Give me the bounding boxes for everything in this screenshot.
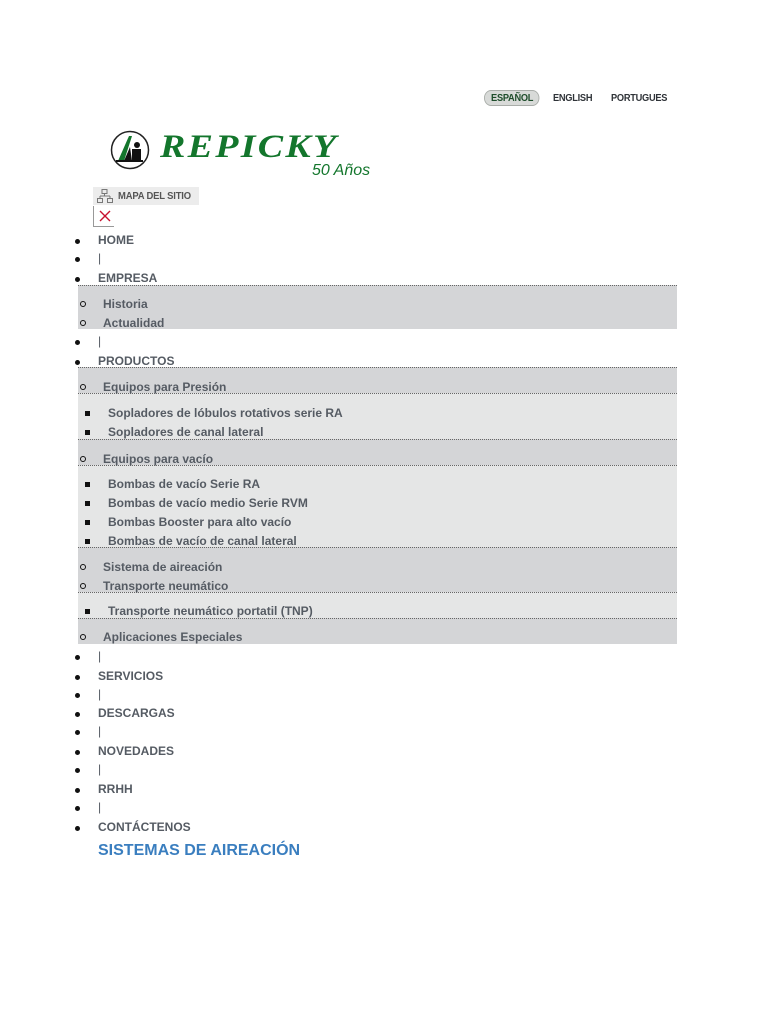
bullet	[85, 520, 90, 525]
separator-text: |	[98, 334, 102, 348]
nav-label: EMPRESA	[98, 271, 158, 285]
close-button[interactable]	[93, 206, 114, 227]
nav-separator	[0, 724, 768, 740]
product-label: Bombas Booster para alto vacío	[108, 515, 292, 529]
bullet	[75, 693, 80, 698]
bullet	[80, 320, 86, 326]
product-item-bombas-booster[interactable]	[0, 515, 768, 531]
separator-text: |	[98, 649, 102, 663]
separator-text: |	[98, 687, 102, 701]
sitemap-button[interactable]	[93, 187, 199, 205]
bullet	[75, 826, 80, 831]
bullet	[75, 655, 80, 660]
close-icon	[94, 206, 114, 226]
nav-item-servicios[interactable]	[0, 669, 768, 685]
page-title: SISTEMAS DE AIREACIÓN	[98, 842, 301, 859]
submenu-label: Transporte neumático	[103, 579, 229, 593]
product-label: Bombas de vacío medio Serie RVM	[108, 496, 308, 510]
separator-text: |	[98, 251, 102, 265]
nav-label: SERVICIOS	[98, 669, 164, 683]
nav-separator	[0, 334, 768, 350]
logo-emblem-icon	[110, 130, 150, 170]
submenu-item-aireacion[interactable]	[0, 560, 768, 576]
nav-separator	[0, 251, 768, 267]
language-selector	[484, 90, 675, 106]
nav-label: CONTÁCTENOS	[98, 820, 191, 834]
bullet	[75, 257, 80, 262]
lang-english[interactable]: ENGLISH	[552, 92, 593, 104]
nav-separator	[0, 687, 768, 703]
submenu-label: Actualidad	[103, 316, 165, 330]
bullet	[75, 360, 80, 365]
bullet	[80, 634, 86, 640]
bullet	[80, 384, 86, 390]
product-label: Transporte neumático portatil (TNP)	[108, 604, 313, 618]
nav-item-novedades[interactable]	[0, 744, 768, 760]
bullet	[85, 430, 90, 435]
bullet	[80, 301, 86, 307]
bullet	[75, 806, 80, 811]
submenu-item-vacio[interactable]	[0, 452, 768, 468]
nav-item-empresa[interactable]	[0, 271, 768, 287]
bullet	[75, 340, 80, 345]
product-item-sopladores-lobulos[interactable]	[0, 406, 768, 422]
site-logo[interactable]	[110, 129, 371, 179]
logo-anniversary: 50 Años	[312, 162, 371, 179]
bullet	[75, 768, 80, 773]
bullet	[80, 564, 86, 570]
product-item-bombas-rvm[interactable]	[0, 496, 768, 512]
bullet	[75, 788, 80, 793]
product-label: Bombas de vacío Serie RA	[108, 477, 261, 491]
nav-item-rrhh[interactable]	[0, 782, 768, 798]
product-item-bombas-canal[interactable]	[0, 534, 768, 550]
submenu-item-especiales[interactable]	[0, 630, 768, 646]
nav-label: HOME	[98, 233, 134, 247]
submenu-item-actualidad[interactable]	[0, 316, 768, 332]
submenu-label: Aplicaciones Especiales	[103, 630, 243, 644]
nav-label: DESCARGAS	[98, 706, 175, 720]
separator-text: |	[98, 762, 102, 776]
product-label: Sopladores de lóbulos rotativos serie RA	[108, 406, 343, 420]
submenu-label: Sistema de aireación	[103, 560, 223, 574]
bullet	[85, 539, 90, 544]
nav-separator	[0, 762, 768, 778]
nav-item-descargas[interactable]	[0, 706, 768, 722]
product-label: Bombas de vacío de canal lateral	[108, 534, 297, 548]
product-label: Sopladores de canal lateral	[108, 425, 264, 439]
nav-item-home[interactable]	[0, 233, 768, 249]
nav-item-productos[interactable]	[0, 354, 768, 370]
nav-separator	[0, 800, 768, 816]
bullet	[75, 730, 80, 735]
submenu-item-presion[interactable]	[0, 380, 768, 396]
submenu-label: Equipos para vacío	[103, 452, 214, 466]
separator-text: |	[98, 800, 102, 814]
bullet	[75, 750, 80, 755]
bullet	[80, 456, 86, 462]
lang-espanol[interactable]: ESPAÑOL	[484, 90, 539, 106]
nav-label: PRODUCTOS	[98, 354, 175, 368]
bullet	[75, 277, 80, 282]
lang-portugues[interactable]: PORTUGUES	[611, 92, 668, 104]
bullet	[80, 583, 86, 589]
sitemap-icon	[97, 189, 113, 203]
bullet	[75, 712, 80, 717]
nav-item-contactenos[interactable]	[0, 820, 768, 836]
bullet	[75, 675, 80, 680]
submenu-item-historia[interactable]	[0, 297, 768, 313]
bullet	[75, 239, 80, 244]
separator-text: |	[98, 724, 102, 738]
product-item-bombas-ra[interactable]	[0, 477, 768, 493]
bullet	[85, 609, 90, 614]
product-item-tnp[interactable]	[0, 604, 768, 620]
nav-separator	[0, 649, 768, 665]
submenu-label: Equipos para Presión	[103, 380, 227, 394]
bullet	[85, 482, 90, 487]
logo-wordmark: REPICKY	[160, 129, 339, 165]
submenu-label: Historia	[103, 297, 148, 311]
nav-label: NOVEDADES	[98, 744, 175, 758]
product-item-sopladores-canal[interactable]	[0, 425, 768, 441]
bullet	[85, 411, 90, 416]
sitemap-label: MAPA DEL SITIO	[117, 190, 191, 202]
submenu-item-neumatico[interactable]	[0, 579, 768, 595]
bullet	[85, 501, 90, 506]
nav-label: RRHH	[98, 782, 133, 796]
